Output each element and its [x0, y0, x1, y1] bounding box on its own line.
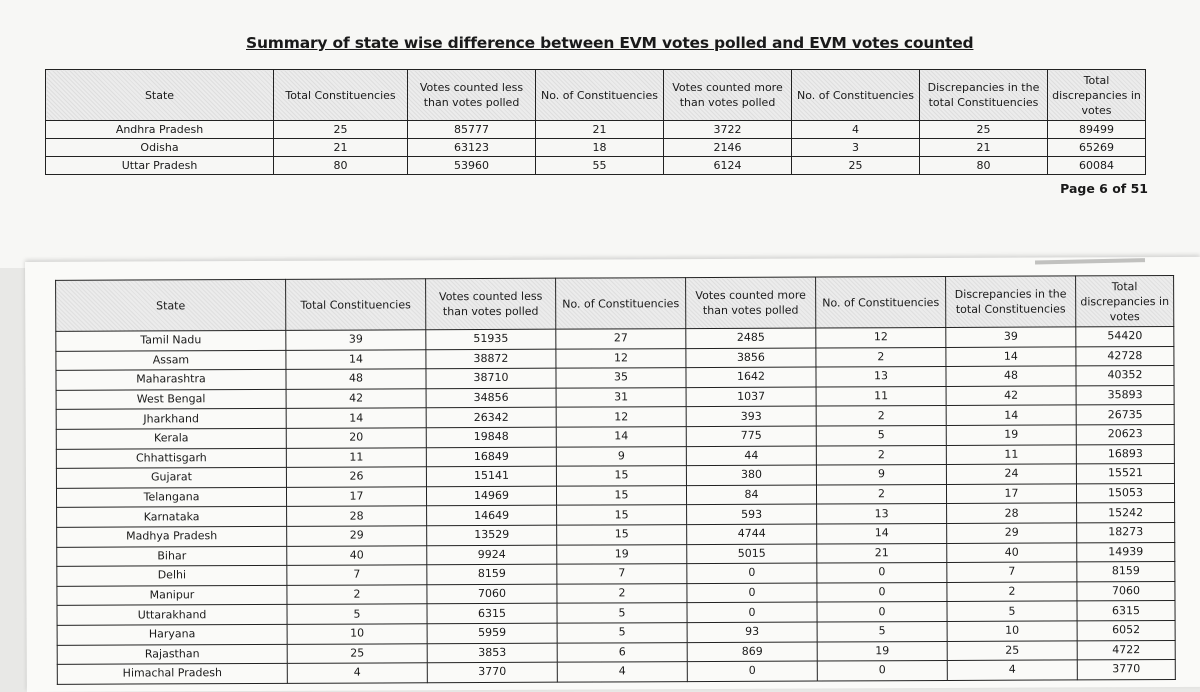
- state-cell: Himachal Pradesh: [57, 663, 287, 684]
- value-cell: 7060: [1077, 581, 1175, 601]
- value-cell: 17: [946, 484, 1076, 504]
- value-cell: 40352: [1076, 366, 1174, 386]
- value-cell: 6315: [427, 603, 557, 623]
- value-cell: 3: [792, 139, 920, 157]
- value-cell: 14649: [427, 506, 557, 526]
- state-cell: Assam: [56, 350, 286, 371]
- value-cell: 18: [536, 139, 664, 157]
- value-cell: 26735: [1076, 405, 1174, 425]
- state-cell: Kerala: [56, 428, 286, 449]
- value-cell: 26342: [426, 408, 556, 428]
- value-cell: 2: [947, 582, 1077, 602]
- state-cell: Gujarat: [56, 468, 286, 489]
- column-header: Discrepancies in the total Constituencies: [946, 276, 1076, 328]
- value-cell: 2: [816, 484, 946, 504]
- value-cell: 0: [817, 563, 947, 583]
- column-header: Total discrepancies in votes: [1048, 70, 1146, 121]
- value-cell: 38710: [426, 368, 556, 388]
- state-cell: Chhattisgarh: [56, 448, 286, 469]
- value-cell: 7: [947, 562, 1077, 582]
- summary-table-top: [45, 69, 1146, 175]
- state-cell: Bihar: [57, 546, 287, 567]
- value-cell: 10: [287, 624, 427, 644]
- value-cell: 12: [556, 407, 686, 427]
- value-cell: 63123: [408, 139, 536, 157]
- value-cell: 5: [557, 603, 687, 623]
- value-cell: 55: [536, 157, 664, 175]
- value-cell: 0: [687, 602, 817, 622]
- value-cell: 7: [287, 565, 427, 585]
- value-cell: 0: [687, 563, 817, 583]
- column-header: Total Constituencies: [286, 279, 426, 331]
- state-cell: Uttar Pradesh: [46, 157, 274, 175]
- table-row: [46, 121, 1146, 139]
- value-cell: 89499: [1048, 121, 1146, 139]
- value-cell: 4: [287, 663, 427, 683]
- column-header: No. of Constituencies: [816, 276, 946, 328]
- value-cell: 8159: [427, 564, 557, 584]
- value-cell: 10: [947, 621, 1077, 641]
- column-header: No. of Constituencies: [556, 278, 686, 330]
- value-cell: 16849: [426, 447, 556, 467]
- value-cell: 19848: [426, 427, 556, 447]
- value-cell: 6052: [1077, 620, 1175, 640]
- value-cell: 9: [816, 465, 946, 485]
- cropped-header-text: [1035, 258, 1145, 264]
- value-cell: 31: [556, 387, 686, 407]
- value-cell: 14: [817, 523, 947, 543]
- value-cell: 21: [536, 121, 664, 139]
- column-header: State: [46, 70, 274, 121]
- value-cell: 15: [556, 466, 686, 486]
- value-cell: 9: [556, 446, 686, 466]
- value-cell: 18273: [1077, 522, 1175, 542]
- value-cell: 13: [816, 367, 946, 387]
- value-cell: 13529: [427, 525, 557, 545]
- column-header: No. of Constituencies: [536, 70, 664, 121]
- value-cell: 24: [946, 464, 1076, 484]
- value-cell: 15141: [426, 466, 556, 486]
- value-cell: 26: [286, 467, 426, 487]
- state-cell: Uttarakhand: [57, 605, 287, 626]
- value-cell: 3770: [427, 662, 557, 682]
- value-cell: 40: [947, 542, 1077, 562]
- value-cell: 48: [286, 369, 426, 389]
- value-cell: 14: [286, 408, 426, 428]
- value-cell: 42: [286, 389, 426, 409]
- value-cell: 40: [287, 545, 427, 565]
- column-header: Votes counted less than votes polled: [426, 278, 556, 330]
- value-cell: 27: [556, 329, 686, 349]
- column-header: Votes counted more than votes polled: [664, 70, 792, 121]
- state-cell: Madhya Pradesh: [57, 526, 287, 547]
- value-cell: 11: [286, 447, 426, 467]
- value-cell: 15242: [1077, 503, 1175, 523]
- value-cell: 775: [686, 426, 816, 446]
- value-cell: 8159: [1077, 562, 1175, 582]
- value-cell: 7060: [427, 584, 557, 604]
- value-cell: 14: [946, 347, 1076, 367]
- value-cell: 21: [817, 543, 947, 563]
- document-page-upper: [0, 0, 1200, 268]
- column-header: Total Constituencies: [274, 70, 408, 121]
- value-cell: 65269: [1048, 139, 1146, 157]
- value-cell: 4722: [1077, 640, 1175, 660]
- value-cell: 20: [286, 428, 426, 448]
- value-cell: 0: [817, 661, 947, 681]
- value-cell: 3853: [427, 643, 557, 663]
- value-cell: 42: [946, 386, 1076, 406]
- value-cell: 393: [686, 406, 816, 426]
- value-cell: 17: [286, 487, 426, 507]
- value-cell: 20623: [1076, 424, 1174, 444]
- value-cell: 5015: [687, 544, 817, 564]
- value-cell: 19: [817, 641, 947, 661]
- value-cell: 0: [817, 582, 947, 602]
- value-cell: 4: [792, 121, 920, 139]
- value-cell: 29: [287, 526, 427, 546]
- value-cell: 2: [816, 445, 946, 465]
- column-header: Votes counted more than votes polled: [686, 277, 816, 329]
- state-cell: Manipur: [57, 585, 287, 606]
- value-cell: 19: [946, 425, 1076, 445]
- value-cell: 869: [687, 642, 817, 662]
- state-cell: Maharashtra: [56, 370, 286, 391]
- value-cell: 3770: [1077, 660, 1175, 680]
- value-cell: 93: [687, 622, 817, 642]
- table-row: [46, 139, 1146, 157]
- value-cell: 21: [920, 139, 1048, 157]
- value-cell: 25: [947, 640, 1077, 660]
- state-cell: Andhra Pradesh: [46, 121, 274, 139]
- value-cell: 2: [557, 583, 687, 603]
- value-cell: 2: [816, 347, 946, 367]
- value-cell: 12: [556, 348, 686, 368]
- value-cell: 48: [946, 366, 1076, 386]
- column-header: Votes counted less than votes polled: [408, 70, 536, 121]
- value-cell: 34856: [426, 388, 556, 408]
- value-cell: 14939: [1077, 542, 1175, 562]
- value-cell: 12: [816, 327, 946, 347]
- state-cell: Tamil Nadu: [56, 330, 286, 351]
- value-cell: 80: [920, 157, 1048, 175]
- value-cell: 28: [947, 503, 1077, 523]
- state-cell: Jharkhand: [56, 409, 286, 430]
- value-cell: 2485: [686, 328, 816, 348]
- value-cell: 39: [946, 327, 1076, 347]
- state-cell: Rajasthan: [57, 644, 287, 665]
- value-cell: 7: [557, 564, 687, 584]
- value-cell: 51935: [426, 329, 556, 349]
- value-cell: 21: [274, 139, 408, 157]
- value-cell: 14969: [426, 486, 556, 506]
- state-cell: Delhi: [57, 565, 287, 586]
- value-cell: 11: [816, 386, 946, 406]
- page-title: Summary of state wise difference between EVM votes polled and EVM votes counted: [246, 34, 974, 52]
- value-cell: 15: [557, 525, 687, 545]
- state-cell: Haryana: [57, 624, 287, 645]
- value-cell: 80: [274, 157, 408, 175]
- value-cell: 39: [286, 330, 426, 350]
- value-cell: 1642: [686, 367, 816, 387]
- value-cell: 593: [687, 504, 817, 524]
- table-row: [57, 660, 1175, 684]
- value-cell: 3722: [664, 121, 792, 139]
- value-cell: 16893: [1076, 444, 1174, 464]
- value-cell: 2146: [664, 139, 792, 157]
- value-cell: 9924: [427, 545, 557, 565]
- value-cell: 6315: [1077, 601, 1175, 621]
- column-header: State: [56, 279, 286, 331]
- page-number: Page 6 of 51: [1060, 181, 1148, 196]
- value-cell: 1037: [686, 387, 816, 407]
- value-cell: 380: [686, 465, 816, 485]
- summary-table-bottom: [55, 275, 1176, 685]
- value-cell: 53960: [408, 157, 536, 175]
- value-cell: 14: [946, 405, 1076, 425]
- value-cell: 0: [687, 583, 817, 603]
- value-cell: 5: [287, 604, 427, 624]
- value-cell: 15: [556, 485, 686, 505]
- table-header-row: [46, 70, 1146, 121]
- table-header-row: [56, 275, 1174, 331]
- state-cell: Odisha: [46, 139, 274, 157]
- value-cell: 4: [947, 660, 1077, 680]
- value-cell: 0: [817, 602, 947, 622]
- value-cell: 42728: [1076, 346, 1174, 366]
- value-cell: 6: [557, 642, 687, 662]
- value-cell: 44: [686, 446, 816, 466]
- value-cell: 5: [817, 621, 947, 641]
- document-page-lower: [25, 257, 1200, 692]
- column-header: Discrepancies in the total Constituencies: [920, 70, 1048, 121]
- value-cell: 4: [557, 662, 687, 682]
- value-cell: 14: [286, 349, 426, 369]
- value-cell: 2: [287, 584, 427, 604]
- value-cell: 13: [817, 504, 947, 524]
- value-cell: 0: [687, 661, 817, 681]
- value-cell: 54420: [1076, 326, 1174, 346]
- value-cell: 11: [946, 444, 1076, 464]
- value-cell: 5: [816, 425, 946, 445]
- column-header: Total discrepancies in votes: [1076, 275, 1174, 326]
- value-cell: 25: [920, 121, 1048, 139]
- value-cell: 6124: [664, 157, 792, 175]
- value-cell: 28: [287, 506, 427, 526]
- value-cell: 2: [816, 406, 946, 426]
- value-cell: 14: [556, 427, 686, 447]
- value-cell: 60084: [1048, 157, 1146, 175]
- value-cell: 5959: [427, 623, 557, 643]
- value-cell: 84: [686, 485, 816, 505]
- state-cell: Karnataka: [57, 507, 287, 528]
- value-cell: 85777: [408, 121, 536, 139]
- value-cell: 15053: [1076, 483, 1174, 503]
- value-cell: 25: [274, 121, 408, 139]
- state-cell: Telangana: [56, 487, 286, 508]
- value-cell: 4744: [687, 524, 817, 544]
- value-cell: 38872: [426, 349, 556, 369]
- value-cell: 35893: [1076, 385, 1174, 405]
- value-cell: 19: [557, 544, 687, 564]
- column-header: No. of Constituencies: [792, 70, 920, 121]
- value-cell: 25: [287, 643, 427, 663]
- value-cell: 5: [947, 601, 1077, 621]
- value-cell: 5: [557, 623, 687, 643]
- value-cell: 3856: [686, 348, 816, 368]
- value-cell: 15521: [1076, 464, 1174, 484]
- table-row: [46, 157, 1146, 175]
- value-cell: 25: [792, 157, 920, 175]
- value-cell: 15: [557, 505, 687, 525]
- state-cell: West Bengal: [56, 389, 286, 410]
- value-cell: 35: [556, 368, 686, 388]
- value-cell: 29: [947, 523, 1077, 543]
